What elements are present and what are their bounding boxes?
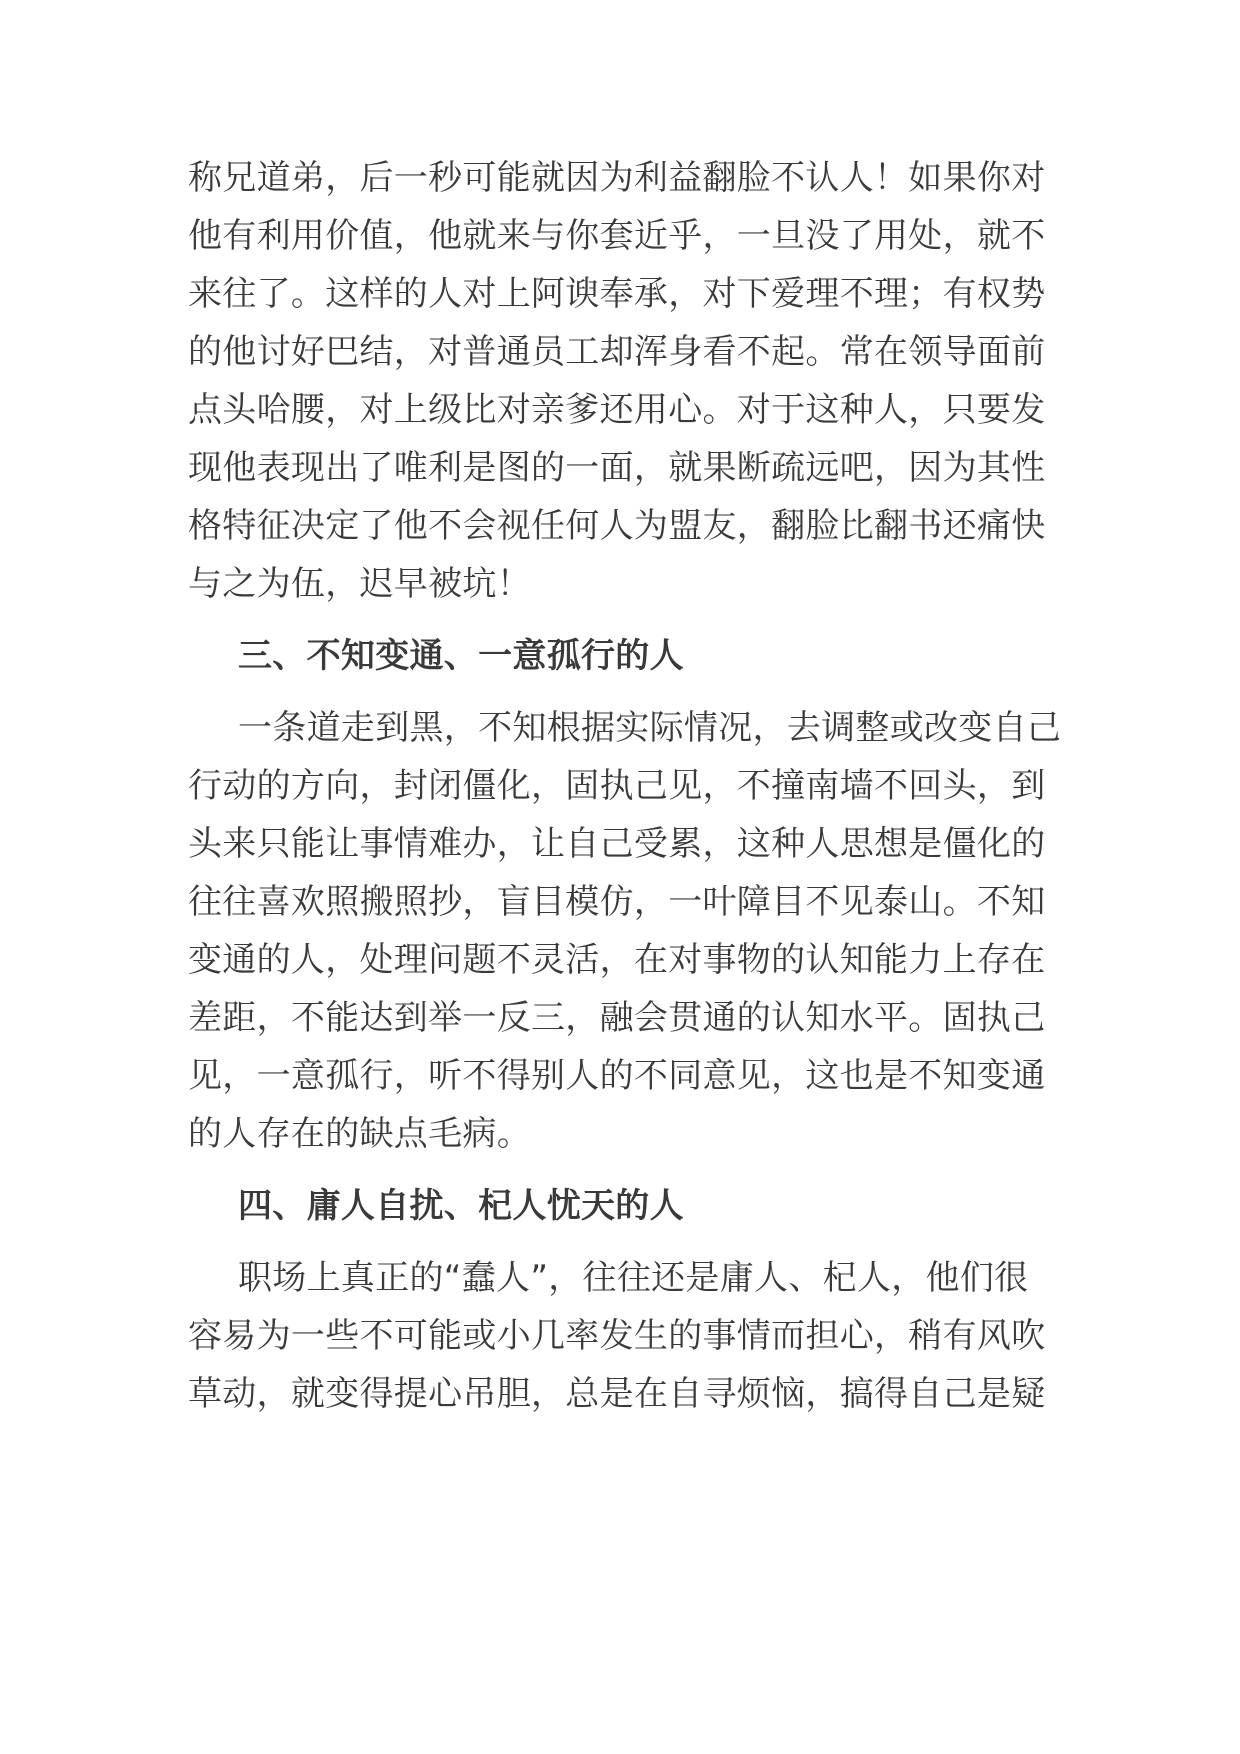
paragraph-1-line-3: 来往了。这样的人对上阿谀奉承，对下爱理不理；有权势 <box>188 274 1046 314</box>
paragraph-2-line-4: 往往喜欢照搬照抄，盲目模仿，一叶障目不见泰山。不知 <box>188 882 1046 922</box>
paragraph-1-line-4: 的他讨好巴结，对普通员工却浑身看不起。常在领导面前 <box>188 332 1046 372</box>
section-heading-4: 四、庸人自扰、杞人忧天的人 <box>238 1186 684 1226</box>
paragraph-1-line-1: 称兄道弟，后一秒可能就因为利益翻脸不认人！如果你对 <box>188 158 1046 198</box>
paragraph-1-line-7: 格特征决定了他不会视任何人为盟友，翻脸比翻书还痛快 <box>188 506 1046 546</box>
paragraph-1-line-6: 现他表现出了唯利是图的一面，就果断疏远吧，因为其性 <box>188 448 1046 488</box>
paragraph-2-line-7: 见，一意孤行，听不得别人的不同意见，这也是不知变通 <box>188 1056 1046 1096</box>
section-heading-3: 三、不知变通、一意孤行的人 <box>238 636 684 676</box>
paragraph-2-line-1: 一条道走到黑，不知根据实际情况，去调整或改变自己 <box>238 708 1062 748</box>
paragraph-1-line-8: 与之为伍，迟早被坑！ <box>188 564 531 604</box>
paragraph-3-line-1: 职场上真正的“蠢人”，往往还是庸人、杞人，他们很 <box>238 1258 1029 1298</box>
paragraph-2-line-2: 行动的方向，封闭僵化，固执己见，不撞南墙不回头，到 <box>188 766 1046 806</box>
paragraph-2-line-3: 头来只能让事情难办，让自己受累，这种人思想是僵化的 <box>188 824 1046 864</box>
paragraph-1-line-2: 他有利用价值，他就来与你套近乎，一旦没了用处，就不 <box>188 216 1046 256</box>
paragraph-2-line-5: 变通的人，处理问题不灵活，在对事物的认知能力上存在 <box>188 940 1046 980</box>
paragraph-3-line-2: 容易为一些不可能或小几率发生的事情而担心，稍有风吹 <box>188 1316 1046 1356</box>
paragraph-3-line-3: 草动，就变得提心吊胆，总是在自寻烦恼，搞得自己是疑 <box>188 1374 1046 1414</box>
paragraph-1-line-5: 点头哈腰，对上级比对亲爹还用心。对于这种人，只要发 <box>188 390 1046 430</box>
paragraph-2-line-6: 差距，不能达到举一反三，融会贯通的认知水平。固执己 <box>188 998 1046 1038</box>
paragraph-2-line-8: 的人存在的缺点毛病。 <box>188 1114 531 1154</box>
